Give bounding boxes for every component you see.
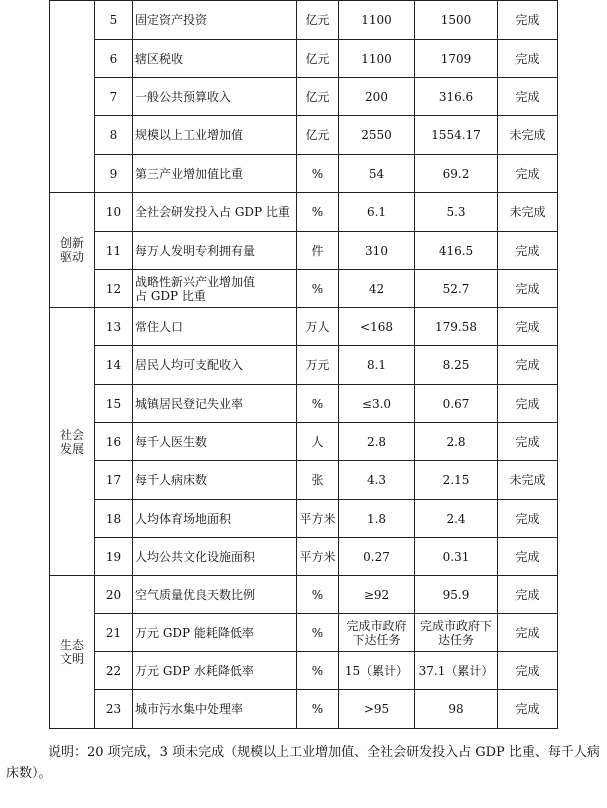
status-cell: 完成 <box>498 155 558 193</box>
row-number: 18 <box>95 500 133 538</box>
actual-value: 69.2 <box>415 155 498 193</box>
status-cell: 完成 <box>498 614 558 652</box>
indicator-name: 人均公共文化设施面积 <box>133 538 297 576</box>
status-cell: 完成 <box>498 40 558 78</box>
actual-value: 52.7 <box>415 270 498 308</box>
indicator-name-line: 战略性新兴产业增加值 <box>135 274 256 289</box>
target-value-line: 完成市政府 <box>346 618 407 633</box>
status-cell: 完成 <box>498 78 558 116</box>
unit-cell: 亿元 <box>297 1 339 40</box>
status-cell: 完成 <box>498 308 558 346</box>
unit-cell: % <box>297 652 339 690</box>
actual-value: 416.5 <box>415 232 498 270</box>
target-value: 42 <box>339 270 415 308</box>
actual-value: 1554.17 <box>415 116 498 155</box>
category-label-line: 社会 <box>59 427 84 442</box>
actual-value: 2.15 <box>415 461 498 500</box>
status-cell: 完成 <box>498 385 558 423</box>
row-number: 14 <box>95 346 133 385</box>
indicator-name: 每千人医生数 <box>133 423 297 461</box>
actual-value: 37.1（累计） <box>415 652 498 690</box>
table-row <box>50 270 558 308</box>
target-value: 2550 <box>339 116 415 155</box>
target-value: 54 <box>339 155 415 193</box>
row-number: 13 <box>95 308 133 346</box>
actual-value: 2.4 <box>415 500 498 538</box>
status-cell: 完成 <box>498 652 558 690</box>
table-row <box>50 461 558 500</box>
indicator-name: 人均体育场地面积 <box>133 500 297 538</box>
target-value: <168 <box>339 308 415 346</box>
indicator-name: 居民人均可支配收入 <box>133 346 297 385</box>
target-value: ≤3.0 <box>339 385 415 423</box>
actual-value: 8.25 <box>415 346 498 385</box>
actual-value: 179.58 <box>415 308 498 346</box>
unit-cell: % <box>297 614 339 652</box>
table-row <box>50 116 558 155</box>
category-cell <box>50 576 95 729</box>
table-row <box>50 614 558 652</box>
unit-cell: 亿元 <box>297 78 339 116</box>
unit-cell: 件 <box>297 232 339 270</box>
row-number: 19 <box>95 538 133 576</box>
category-label-line: 生态 <box>59 638 84 652</box>
indicator-name: 常住人口 <box>133 308 297 346</box>
row-number: 16 <box>95 423 133 461</box>
row-number: 22 <box>95 652 133 690</box>
row-number: 15 <box>95 385 133 423</box>
table-row <box>50 1 558 40</box>
target-value: 0.27 <box>339 538 415 576</box>
target-value: 8.1 <box>339 346 415 385</box>
table-row <box>50 155 558 193</box>
indicator-name: 万元 GDP 能耗降低率 <box>133 614 297 652</box>
indicator-name <box>133 270 297 308</box>
category-label-line: 驱动 <box>59 250 84 264</box>
unit-cell: 万人 <box>297 308 339 346</box>
table-row <box>50 385 558 423</box>
indicator-name: 空气质量优良天数比例 <box>133 576 297 614</box>
actual-value: 1709 <box>415 40 498 78</box>
indicator-name: 辖区税收 <box>133 40 297 78</box>
indicator-name: 规模以上工业增加值 <box>133 116 297 155</box>
unit-cell: % <box>297 193 339 232</box>
category-label-line: 发展 <box>59 441 84 456</box>
unit-cell: 亿元 <box>297 40 339 78</box>
indicator-table <box>49 0 558 729</box>
table-row <box>50 308 558 346</box>
actual-value: 1500 <box>415 1 498 40</box>
status-cell: 完成 <box>498 346 558 385</box>
status-cell: 完成 <box>498 500 558 538</box>
indicator-name-line: 占 GDP 比重 <box>135 288 206 303</box>
category-label-line: 文明 <box>59 652 84 666</box>
category-label-line: 创新 <box>59 236 84 250</box>
actual-value: 0.31 <box>415 538 498 576</box>
actual-value: 0.67 <box>415 385 498 423</box>
actual-value-line: 达任务 <box>437 632 474 647</box>
target-value: >95 <box>339 690 415 729</box>
unit-cell: % <box>297 155 339 193</box>
actual-value: 98 <box>415 690 498 729</box>
row-number: 6 <box>95 40 133 78</box>
status-cell: 未完成 <box>498 193 558 232</box>
unit-cell: 人 <box>297 423 339 461</box>
table-row <box>50 690 558 729</box>
status-cell: 完成 <box>498 538 558 576</box>
table-row <box>50 423 558 461</box>
unit-cell: 平方米 <box>297 538 339 576</box>
actual-value-line: 完成市政府下 <box>419 618 492 633</box>
target-value-line: 下达任务 <box>352 632 401 647</box>
row-number: 23 <box>95 690 133 729</box>
table-row <box>50 500 558 538</box>
row-number: 7 <box>95 78 133 116</box>
actual-value: 2.8 <box>415 423 498 461</box>
target-value: 1100 <box>339 40 415 78</box>
target-value <box>339 614 415 652</box>
table-note: 说明：20 项完成，3 项未完成（规模以上工业增加值、全社会研发投入占 GDP 比重、每千人病床数）。 <box>6 745 600 781</box>
row-number: 12 <box>95 270 133 308</box>
indicator-name: 每千人病床数 <box>133 461 297 500</box>
table-row <box>50 538 558 576</box>
row-number: 20 <box>95 576 133 614</box>
category-cell <box>50 308 95 576</box>
target-value: ≥92 <box>339 576 415 614</box>
target-value: 2.8 <box>339 423 415 461</box>
status-cell: 完成 <box>498 690 558 729</box>
target-value: 200 <box>339 78 415 116</box>
unit-cell: 万元 <box>297 346 339 385</box>
target-value: 310 <box>339 232 415 270</box>
target-value: 6.1 <box>339 193 415 232</box>
target-value: 4.3 <box>339 461 415 500</box>
category-cell <box>50 193 95 308</box>
status-cell: 未完成 <box>498 461 558 500</box>
target-value: 1100 <box>339 1 415 40</box>
status-cell: 完成 <box>498 270 558 308</box>
table-row <box>50 193 558 232</box>
actual-value <box>415 614 498 652</box>
table-row <box>50 652 558 690</box>
actual-value: 316.6 <box>415 78 498 116</box>
table-row <box>50 40 558 78</box>
row-number: 8 <box>95 116 133 155</box>
table-row <box>50 576 558 614</box>
target-value: 1.8 <box>339 500 415 538</box>
unit-cell: % <box>297 270 339 308</box>
target-value: 15（累计） <box>339 652 415 690</box>
actual-value: 95.9 <box>415 576 498 614</box>
row-number: 5 <box>95 1 133 40</box>
status-cell: 完成 <box>498 232 558 270</box>
indicator-name: 全社会研发投入占 GDP 比重 <box>133 193 297 232</box>
indicator-name: 一般公共预算收入 <box>133 78 297 116</box>
row-number: 11 <box>95 232 133 270</box>
status-cell: 完成 <box>498 423 558 461</box>
table-row <box>50 232 558 270</box>
indicator-name: 固定资产投资 <box>133 1 297 40</box>
unit-cell: 平方米 <box>297 500 339 538</box>
status-cell: 完成 <box>498 1 558 40</box>
indicator-name: 每万人发明专利拥有量 <box>133 232 297 270</box>
status-cell: 未完成 <box>498 116 558 155</box>
category-cell <box>50 1 95 193</box>
row-number: 10 <box>95 193 133 232</box>
unit-cell: 张 <box>297 461 339 500</box>
unit-cell: % <box>297 385 339 423</box>
unit-cell: % <box>297 576 339 614</box>
table-row <box>50 78 558 116</box>
indicator-name: 万元 GDP 水耗降低率 <box>133 652 297 690</box>
indicator-name: 城镇居民登记失业率 <box>133 385 297 423</box>
status-cell: 完成 <box>498 576 558 614</box>
indicator-name: 第三产业增加值比重 <box>133 155 297 193</box>
unit-cell: % <box>297 690 339 729</box>
row-number: 21 <box>95 614 133 652</box>
row-number: 17 <box>95 461 133 500</box>
table-row <box>50 346 558 385</box>
unit-cell: 亿元 <box>297 116 339 155</box>
actual-value: 5.3 <box>415 193 498 232</box>
indicator-name: 城市污水集中处理率 <box>133 690 297 729</box>
row-number: 9 <box>95 155 133 193</box>
